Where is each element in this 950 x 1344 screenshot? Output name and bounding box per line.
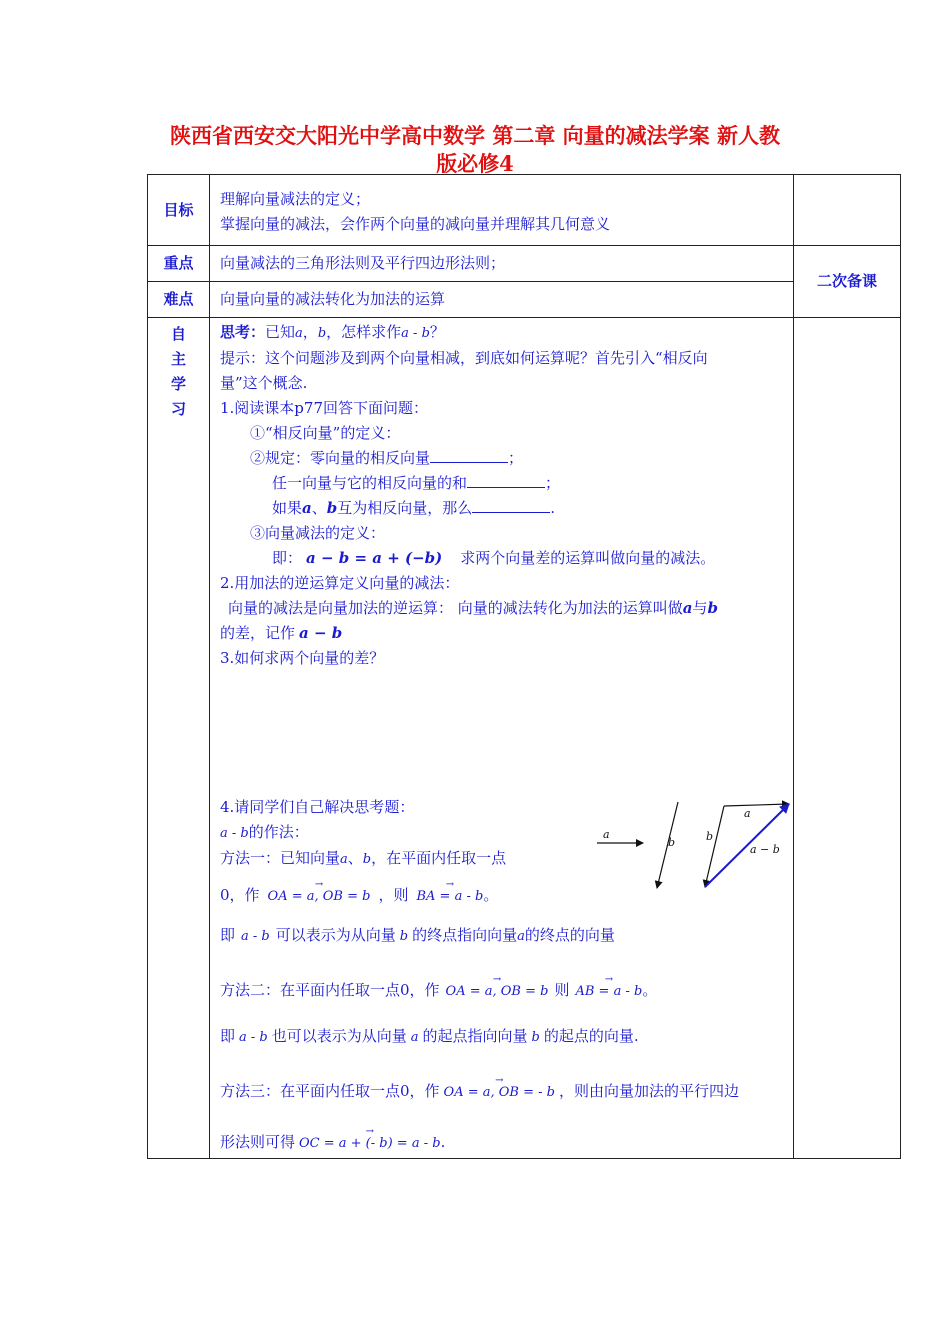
method-1-line-2: 0，作→ OA = a, OB = b ，则→ BA = a - b。 <box>220 878 785 909</box>
vector-diagram <box>597 796 797 896</box>
step-1e: ③向量减法的定义： <box>250 524 386 542</box>
step-4-sub: a - b的作法： <box>220 823 309 841</box>
difference-label: a − b <box>750 843 780 856</box>
triangle-a-arrow <box>724 804 789 806</box>
method-1-line-1: 方法一：已知向量a、b，在平面内任取一点 <box>220 849 507 867</box>
goal-content <box>210 175 794 246</box>
lesson-table <box>147 174 901 1159</box>
goal-line-1: 理解向量减法的定义； <box>220 190 371 208</box>
step-1a: ①“相反向量”的定义： <box>250 424 401 442</box>
step-1d: 如果a、b互为相反向量，那么 . <box>220 496 785 521</box>
method-1-meaning: 即 a - b 可以表示为从向量 b 的终点指向向量a的终点的向量 <box>220 926 615 944</box>
title-line-2: 版必修4 <box>436 151 514 176</box>
vector-a-label: a <box>603 828 610 841</box>
hint-line-1: 提示：这个问题涉及到两个向量相减，到底如何运算呢？首先引入“相反向 <box>220 349 708 367</box>
answer-space <box>220 671 785 795</box>
step-1: 1.阅读课本p77回答下面问题： <box>220 399 429 417</box>
vector-b-label: b <box>668 836 676 849</box>
blank-3[interactable] <box>472 496 550 513</box>
document-title <box>120 122 830 178</box>
row-self-study <box>148 318 901 1159</box>
title-line-1: 陕西省西安交大阳光中学高中数学 第二章 向量的减法学案 新人教 <box>170 123 780 148</box>
method-3-line: 方法三：在平面内任取一点0，作→ OA = a, OB = - b ，则由向量加法的平行四边 <box>220 1074 785 1105</box>
step-1b: ②规定：零向量的相反向量 ； <box>220 446 785 471</box>
row-difficulty <box>148 282 901 318</box>
side-empty-top <box>794 175 901 246</box>
step-2-line-2: 的差，记作 a − b <box>220 624 343 642</box>
method-2-meaning: 即 a - b 也可以表示为从向量 a 的起点指向向量 b 的起点的向量. <box>220 1027 639 1045</box>
self-study-label: 自 主 学 习 <box>148 318 210 1159</box>
step-3: 3.如何求两个向量的差？ <box>220 649 385 667</box>
step-2: 2.用加法的逆运算定义向量的减法： <box>220 574 460 592</box>
hint-line-2: 量”这个概念. <box>220 374 308 392</box>
goal-line-2: 掌握向量的减法，会作两个向量的减向量并理解其几何意义 <box>220 215 611 233</box>
triangle-b-label: b <box>706 830 714 843</box>
step-4: 4.请同学们自己解决思考题： <box>220 798 415 816</box>
key-label: 重点 <box>148 246 210 282</box>
method-3-line-2: 形法则可得→ OC = a + (- b) = a - b. <box>220 1125 785 1156</box>
key-content: 向量减法的三角形法则及平行四边形法则； <box>210 246 794 282</box>
step-1c: 任一向量与它的相反向量的和 ； <box>220 471 785 496</box>
self-study-content <box>210 318 794 1159</box>
step-1f: 即： a − b = a + (−b) 求两个向量差的运算叫做向量的减法。 <box>272 549 716 567</box>
difficulty-label: 难点 <box>148 282 210 318</box>
method-2-line: 方法二：在平面内任取一点0，作→ OA = a, OB = b 则→ AB = a - b。 <box>220 973 785 1004</box>
row-key <box>148 246 901 282</box>
row-goal <box>148 175 901 246</box>
blank-2[interactable] <box>467 471 545 488</box>
step-2-line-1: 向量的减法是向量加法的逆运算： 向量的减法转化为加法的运算叫做a与b <box>228 599 719 617</box>
think-line: 思考：已知a，b，怎样求作a - b？ <box>220 323 445 341</box>
triangle-b-arrow <box>705 806 724 887</box>
goal-label: 目标 <box>148 175 210 246</box>
blank-1[interactable] <box>430 446 508 463</box>
difficulty-content: 向量向量的减法转化为加法的运算 <box>210 282 794 318</box>
triangle-a-label: a <box>744 807 751 820</box>
side-empty-bottom <box>794 318 901 1159</box>
side-label: 二次备课 <box>794 246 901 318</box>
